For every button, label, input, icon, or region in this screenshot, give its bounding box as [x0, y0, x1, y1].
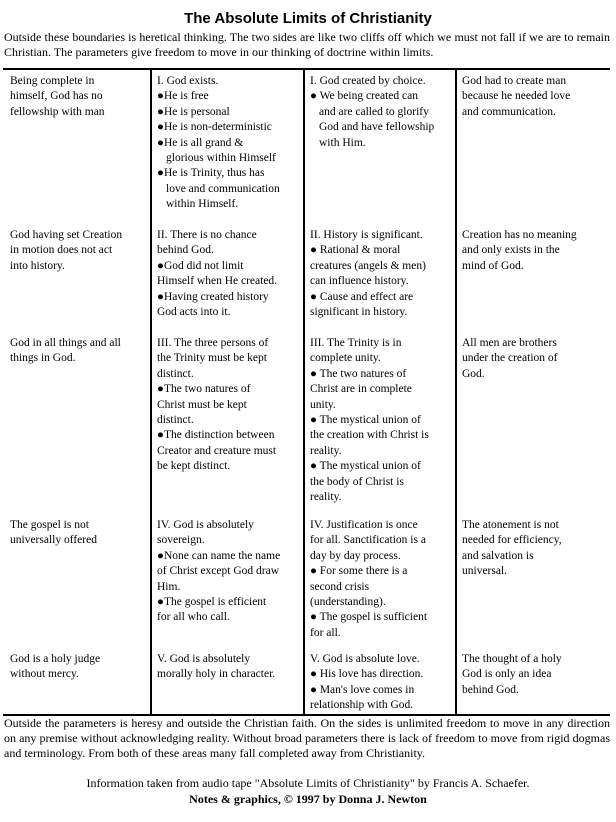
- cell-line: for all. Sanctification is a: [310, 534, 426, 547]
- right-inside-cell: [310, 228, 453, 320]
- cell-line: second crisis: [310, 580, 370, 593]
- cell-line: fellowship with man: [10, 105, 105, 118]
- cell-line: needed for efficiency,: [462, 534, 562, 547]
- cell-line: ● The mystical union of: [310, 414, 421, 427]
- left-inside-cell: [157, 336, 301, 475]
- cell-line: Being complete in: [10, 75, 95, 87]
- cell-line: under the creation of: [462, 352, 558, 365]
- cell-line: Christ must be kept: [157, 398, 247, 411]
- cell-line: III. The Trinity is in: [310, 337, 402, 349]
- cell-line: things in God.: [10, 352, 76, 365]
- cell-line: in motion does not act: [10, 244, 113, 257]
- cell-line: love and communication: [166, 182, 280, 195]
- cell-line: ● For some there is a: [310, 565, 408, 578]
- cell-line: The thought of a holy: [462, 653, 562, 665]
- cell-line: Christ are in complete: [310, 383, 412, 396]
- cell-line: into history.: [10, 259, 65, 272]
- cell-line: ●The two natures of: [157, 383, 251, 396]
- cell-line: be kept distinct.: [157, 460, 231, 473]
- cell-line: Creation has no meaning: [462, 229, 577, 241]
- cell-line: God acts into it.: [157, 306, 231, 319]
- cell-line: IV. Justification is once: [310, 519, 418, 531]
- right-outside-cell: [462, 74, 608, 120]
- cell-line: All men are brothers: [462, 337, 557, 349]
- cell-line: reality.: [310, 444, 342, 457]
- outro-paragraph: Outside the parameters is heresy and outside the Christian faith. On the sides is unlimited freedom to move in any direction on any premise without acknowledging reality. Without broad parameters there is lack of freedom to move from rigid dogmas and terminology. From both of these areas many fall completed away from Christianity.: [4, 716, 610, 760]
- cell-line: morally holy in character.: [157, 668, 276, 681]
- cell-line: God having set Creation: [10, 229, 123, 241]
- cell-line: universally offered: [10, 534, 97, 547]
- cell-line: ● His love has direction.: [310, 668, 424, 681]
- cell-line: (understanding).: [310, 596, 386, 609]
- cell-line: II. There is no chance: [157, 229, 257, 241]
- cell-line: God in all things and all: [10, 337, 121, 349]
- page-title: The Absolute Limits of Christianity: [184, 10, 432, 27]
- cell-line: because he needed love: [462, 90, 571, 103]
- cell-line: distinct.: [157, 367, 194, 380]
- left-outside-cell: [10, 74, 148, 120]
- cell-line: significant in history.: [310, 306, 408, 319]
- left-inside-cell: [157, 74, 301, 213]
- cell-line: ● The two natures of: [310, 367, 407, 380]
- source-note: Information taken from audio tape "Absolute Limits of Christianity" by Francis A. Schaefer.: [86, 776, 530, 790]
- cell-line: behind God.: [462, 683, 519, 696]
- credit-line: Notes & graphics, © 1997 by Donna J. Newton: [189, 792, 427, 806]
- cell-line: Himself when He created.: [157, 275, 278, 288]
- cell-line: with Him.: [319, 136, 366, 149]
- cell-line: day by day process.: [310, 549, 401, 562]
- right-outside-cell: [462, 652, 608, 698]
- cell-line: God is only an idea: [462, 668, 552, 681]
- cell-line: God and have fellowship: [319, 121, 435, 134]
- cell-line: ● Man's love comes in: [310, 683, 415, 696]
- cell-line: ●He is personal: [157, 105, 230, 118]
- cell-line: and salvation is: [462, 549, 534, 562]
- intro-paragraph: Outside these boundaries is heretical thinking. The two sides are like two cliffs off which we must not fall if we are to remain Christian. The parameters give freedom to move in our thinking of doctrine within limits.: [4, 30, 610, 59]
- cell-line: for all who call.: [157, 611, 230, 624]
- right-inside-cell: [310, 336, 453, 505]
- cell-line: glorious within Himself: [166, 152, 276, 165]
- right-outside-cell: [462, 518, 608, 580]
- cell-line: ●The gospel is efficient: [157, 596, 267, 609]
- left-inside-cell: [157, 652, 301, 683]
- cell-line: Him.: [157, 580, 181, 593]
- cell-line: and communication.: [462, 105, 556, 118]
- cell-line: complete unity.: [310, 352, 381, 365]
- cell-line: creatures (angels & men): [310, 259, 426, 272]
- cell-line: I. God exists.: [157, 75, 219, 87]
- cell-line: can influence history.: [310, 275, 409, 288]
- cell-line: relationship with God.: [310, 699, 414, 712]
- left-outside-cell: [10, 652, 148, 683]
- column-divider: [150, 70, 152, 714]
- cell-line: ●The distinction between: [157, 429, 275, 442]
- cell-line: God.: [462, 367, 485, 380]
- cell-line: universal.: [462, 565, 508, 578]
- cell-line: the body of Christ is: [310, 475, 404, 488]
- cell-line: mind of God.: [462, 259, 524, 272]
- cell-line: ●God did not limit: [157, 259, 244, 272]
- cell-line: ● Cause and effect are: [310, 290, 414, 303]
- cell-line: himself, God has no: [10, 90, 103, 103]
- cell-line: V. God is absolutely: [157, 653, 251, 665]
- cell-line: Creator and creature must: [157, 444, 277, 457]
- cell-line: behind God.: [157, 244, 214, 257]
- cell-line: ● The mystical union of: [310, 460, 421, 473]
- cell-line: The atonement is not: [462, 519, 559, 531]
- cell-line: The gospel is not: [10, 519, 89, 531]
- cell-line: ●He is Trinity, thus has: [157, 167, 265, 180]
- right-inside-cell: [310, 652, 453, 714]
- cell-line: II. History is significant.: [310, 229, 423, 241]
- cell-line: the Trinity must be kept: [157, 352, 267, 365]
- limits-table: [3, 68, 610, 716]
- cell-line: ●He is non-deterministic: [157, 121, 272, 134]
- left-outside-cell: [10, 228, 148, 274]
- right-inside-cell: [310, 518, 453, 641]
- left-outside-cell: [10, 518, 148, 549]
- cell-line: ● We being created can: [310, 90, 418, 103]
- cell-line: ● The gospel is sufficient: [310, 611, 428, 624]
- cell-line: V. God is absolute love.: [310, 653, 420, 665]
- column-divider: [455, 70, 457, 714]
- left-inside-cell: [157, 228, 301, 320]
- cell-line: within Himself.: [166, 198, 239, 211]
- cell-line: reality.: [310, 491, 342, 504]
- cell-line: ●He is free: [157, 90, 209, 103]
- cell-line: ●None can name the name: [157, 549, 281, 562]
- left-inside-cell: [157, 518, 301, 626]
- cell-line: ● Rational & moral: [310, 244, 401, 257]
- right-inside-cell: [310, 74, 453, 151]
- cell-line: and are called to glorify: [319, 105, 429, 118]
- cell-line: sovereign.: [157, 534, 205, 547]
- cell-line: I. God created by choice.: [310, 75, 426, 87]
- cell-line: of Christ except God draw: [157, 565, 279, 578]
- cell-line: III. The three persons of: [157, 337, 269, 349]
- cell-line: distinct.: [157, 414, 194, 427]
- cell-line: for all.: [310, 626, 341, 639]
- cell-line: without mercy.: [10, 668, 79, 681]
- cell-line: unity.: [310, 398, 336, 411]
- column-divider: [303, 70, 305, 714]
- cell-line: and only exists in the: [462, 244, 560, 257]
- cell-line: the creation with Christ is: [310, 429, 429, 442]
- cell-line: IV. God is absolutely: [157, 519, 254, 531]
- right-outside-cell: [462, 228, 608, 274]
- cell-line: God is a holy judge: [10, 653, 101, 665]
- right-outside-cell: [462, 336, 608, 382]
- cell-line: God had to create man: [462, 75, 567, 87]
- cell-line: ●He is all grand &: [157, 136, 244, 149]
- cell-line: ●Having created history: [157, 290, 269, 303]
- left-outside-cell: [10, 336, 148, 367]
